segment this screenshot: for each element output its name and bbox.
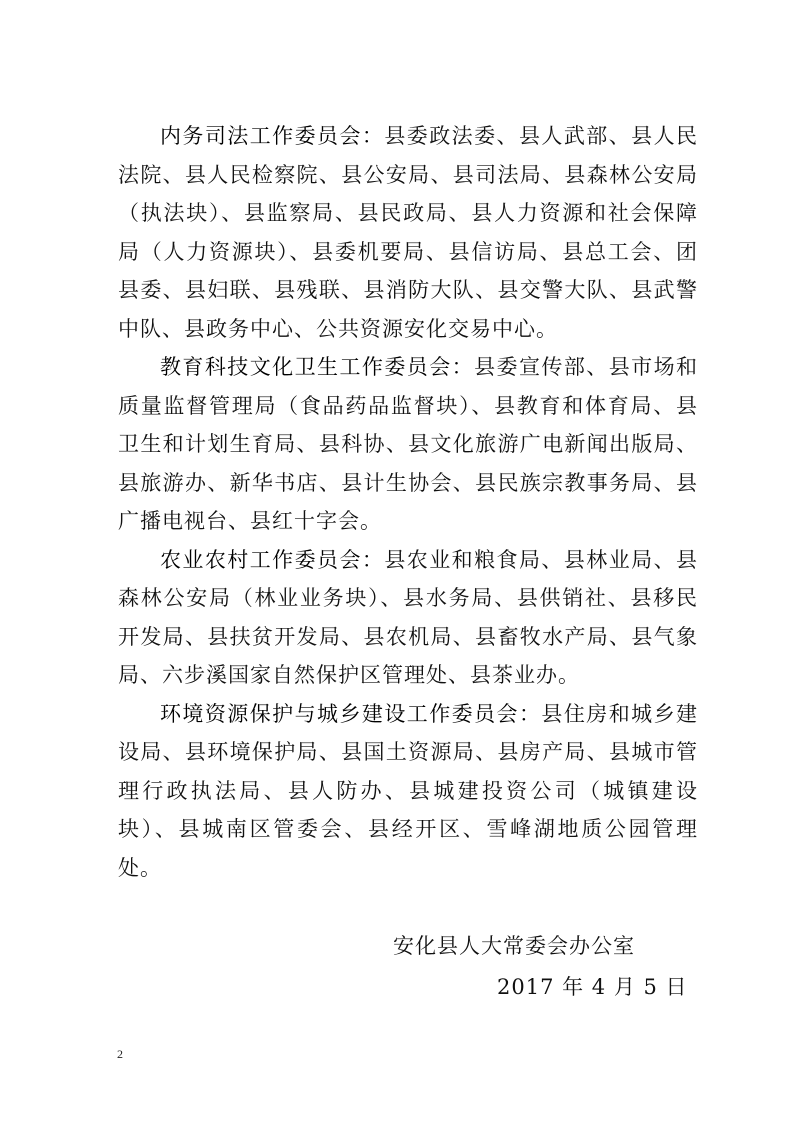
committee-heading: 农业农村工作委员会： (160, 547, 385, 572)
committee-members: 县农业和粮食局、县林业局、县森林公安局（林业业务块）、县水务局、县供销社、县移民开发局、县扶贫开发局、县农机局、县畜牧水产局、县气象局、六步溪国家自然保护区管理处、县茶业办。 (118, 547, 699, 687)
committee-paragraph-judicial (118, 117, 698, 348)
committee-members: 县委宣传部、县市场和质量监督管理局（食品药品监督块）、县教育和体育局、县卫生和计划生育局、县科协、县文化旅游广电新闻出版局、县旅游办、新华书店、县计生协会、县民族宗教事务局、县广播电视台、县红十字会。 (118, 355, 699, 533)
committee-members: 县住房和城乡建设局、县环境保护局、县国土资源局、县房产局、县城市管理行政执法局、县人防办、县城建投资公司（城镇建设块）、县城南区管委会、县经开区、雪峰湖地质公园管理处。 (118, 701, 698, 880)
signature-office: 安化县人大常委会办公室 (393, 934, 635, 958)
committee-heading: 环境资源保护与城乡建设工作委员会： (160, 701, 542, 726)
document-body (118, 117, 698, 887)
committee-heading: 内务司法工作委员会： (160, 124, 385, 148)
committee-paragraph-education (118, 348, 698, 541)
committee-paragraph-environment (118, 695, 698, 888)
committee-heading: 教育科技文化卫生工作委员会： (160, 355, 475, 379)
committee-members: 县委政法委、县人武部、县人民法院、县人民检察院、县公安局、县司法局、县森林公安局（执法块）、县监察局、县民政局、县人力资源和社会保障局（人力资源块）、县委机要局、县信访局、县总工会、团县委、县妇联、县残联、县消防大队、县交警大队、县武警中队、县政务中心、公共资源安化交易中心。 (118, 124, 699, 341)
committee-paragraph-agriculture (118, 541, 698, 695)
page-number: 2 (117, 1047, 123, 1061)
signature-date: 2017 年 4 月 5 日 (497, 975, 688, 999)
